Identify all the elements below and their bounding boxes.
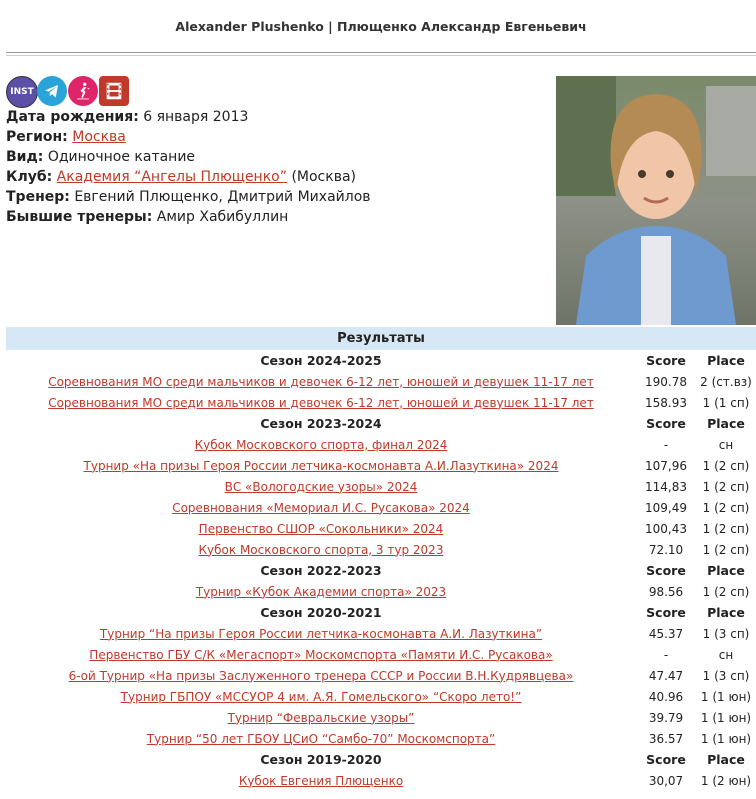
score-cell: 72.10 (648, 542, 684, 557)
event-link[interactable]: ВС «Вологодские узоры» 2024 (224, 479, 418, 494)
season-row (6, 602, 756, 623)
page-title: Alexander Plushenko | Плющенко Александр Евгеньевич (175, 19, 587, 34)
place-cell: 1 (2 сп) (702, 479, 750, 494)
telegram-icon[interactable] (37, 76, 67, 106)
place-cell: 1 (2 сп) (702, 542, 750, 557)
discipline-label: Вид: (6, 149, 44, 165)
event-cell (6, 497, 636, 518)
score-cell: 98.56 (648, 584, 684, 599)
event-cell (6, 644, 636, 665)
event-link[interactable]: Кубок Московского спорта, 3 тур 2023 (198, 542, 444, 557)
season-label: Сезон 2023-2024 (260, 416, 382, 431)
place-cell: 1 (3 сп) (702, 626, 750, 641)
event-cell (6, 434, 636, 455)
discipline-row (6, 147, 371, 167)
birth-row (6, 107, 371, 127)
score-cell: 36.57 (648, 731, 684, 746)
event-link[interactable]: 6-ой Турнир «На призы Заслуженного тренера СССР и России В.Н.Кудрявцева» (68, 668, 574, 683)
result-row (6, 392, 756, 413)
score-cell: 114,83 (645, 479, 687, 494)
result-row (6, 371, 756, 392)
score-cell: 47.47 (648, 668, 684, 683)
athlete-photo (556, 76, 756, 325)
event-cell (6, 686, 636, 707)
result-row (6, 434, 756, 455)
event-link[interactable]: Турнир “Февральские узоры” (227, 710, 415, 725)
event-cell (6, 476, 636, 497)
birth-value: 6 января 2013 (143, 109, 249, 125)
place-cell: 1 (2 сп) (702, 521, 750, 536)
results-table (6, 327, 756, 791)
film-icon[interactable] (99, 76, 129, 106)
score-cell: 40.96 (648, 689, 684, 704)
place-cell: 1 (2 сп) (702, 500, 750, 515)
event-cell (6, 770, 636, 791)
event-link[interactable]: Соревнования «Мемориал И.С. Русакова» 2024 (172, 500, 470, 515)
score-cell: 190.78 (645, 374, 687, 389)
place-header: Place (707, 605, 745, 620)
score-cell: 107,96 (645, 458, 687, 473)
birth-label: Дата рождения: (6, 109, 139, 125)
coach-value: Евгений Плющенко, Дмитрий Михайлов (74, 189, 371, 205)
result-row (6, 539, 756, 560)
place-header: Place (707, 563, 745, 578)
page-header (6, 0, 756, 53)
event-link[interactable]: Первенство СШОР «Сокольники» 2024 (198, 521, 444, 536)
score-header: Score (646, 563, 686, 578)
score-cell: - (663, 437, 669, 452)
result-row (6, 476, 756, 497)
place-header: Place (707, 353, 745, 368)
region-row (6, 127, 371, 147)
season-label: Сезон 2024-2025 (260, 353, 382, 368)
club-link[interactable]: Академия “Ангелы Плющенко” (56, 169, 287, 185)
place-header: Place (707, 416, 745, 431)
score-cell: 39.79 (648, 710, 684, 725)
season-label: Сезон 2022-2023 (260, 563, 382, 578)
score-cell: 45.37 (648, 626, 684, 641)
score-cell: 109,49 (645, 500, 687, 515)
event-cell (6, 707, 636, 728)
region-label: Регион: (6, 129, 68, 145)
event-cell (6, 518, 636, 539)
score-cell: 158.93 (645, 395, 687, 410)
result-row (6, 623, 756, 644)
score-cell: 100,43 (645, 521, 687, 536)
season-row (6, 350, 756, 371)
season-row (6, 560, 756, 581)
season-label: Сезон 2020-2021 (260, 605, 382, 620)
place-cell: 1 (1 юн) (700, 689, 752, 704)
event-cell (6, 728, 636, 749)
former-coach-row (6, 207, 371, 227)
results-title: Результаты (6, 327, 756, 350)
event-cell (6, 371, 636, 392)
score-header: Score (646, 752, 686, 767)
event-link[interactable]: Турнир “50 лет ГБОУ ЦСиО “Самбо-70” Москомспорта” (146, 731, 496, 746)
place-cell: 1 (2 сп) (702, 584, 750, 599)
season-row (6, 749, 756, 770)
place-cell: 1 (1 юн) (700, 710, 752, 725)
event-link[interactable]: Первенство ГБУ С/К «Мегаспорт» Москомспорта «Памяти И.С. Русакова» (89, 647, 553, 662)
results-header-row (6, 327, 756, 350)
result-row (6, 665, 756, 686)
place-cell: 1 (2 сп) (702, 458, 750, 473)
score-header: Score (646, 416, 686, 431)
coach-row (6, 187, 371, 207)
place-cell: сн (718, 437, 734, 452)
place-cell: 1 (2 юн) (700, 773, 752, 788)
result-row (6, 455, 756, 476)
result-row (6, 644, 756, 665)
event-cell (6, 623, 636, 644)
place-cell: 1 (1 юн) (700, 731, 752, 746)
event-link[interactable]: Турнир “На призы Героя России летчика-космонавта А.И. Лазуткина” (99, 626, 543, 641)
score-header: Score (646, 353, 686, 368)
event-link[interactable]: Турнир ГБПОУ «МССУОР 4 им. А.Я. Гомельского» “Скоро лето!” (120, 689, 522, 704)
place-cell: сн (718, 647, 734, 662)
result-row (6, 707, 756, 728)
score-cell: - (663, 647, 669, 662)
place-cell: 2 (ст.вз) (700, 374, 752, 389)
season-label: Сезон 2019-2020 (260, 752, 382, 767)
event-link[interactable]: Кубок Московского спорта, финал 2024 (194, 437, 448, 452)
athlete-info (6, 107, 371, 227)
former-coach-value: Амир Хабибуллин (156, 209, 289, 225)
event-cell (6, 665, 636, 686)
place-cell: 1 (1 сп) (702, 395, 750, 410)
event-link[interactable]: Турнир «На призы Героя России летчика-космонавта А.И.Лазуткина» 2024 (83, 458, 559, 473)
place-cell: 1 (3 сп) (702, 668, 750, 683)
result-row (6, 770, 756, 791)
header-divider (6, 55, 756, 56)
former-coach-label: Бывшие тренеры: (6, 209, 153, 225)
discipline-value: Одиночное катание (47, 149, 196, 165)
instagram-icon-label: INST (10, 87, 34, 97)
result-row (6, 686, 756, 707)
skater-icon[interactable] (68, 76, 98, 106)
event-cell (6, 539, 636, 560)
score-cell: 30,07 (648, 773, 684, 788)
event-cell (6, 392, 636, 413)
result-row (6, 581, 756, 602)
event-link[interactable]: Соревнования МО среди мальчиков и девочек 6-12 лет, юношей и девушек 11-17 лет (48, 395, 594, 410)
event-link[interactable]: Соревнования МО среди мальчиков и девочек 6-12 лет, юношей и девушек 11-17 лет (48, 374, 594, 389)
result-row (6, 728, 756, 749)
region-link[interactable]: Москва (72, 129, 126, 145)
season-row (6, 413, 756, 434)
club-city: (Москва) (291, 169, 357, 185)
coach-label: Тренер: (6, 189, 70, 205)
score-header: Score (646, 605, 686, 620)
event-cell (6, 581, 636, 602)
club-row (6, 167, 371, 187)
event-link[interactable]: Турнир «Кубок Академии спорта» 2023 (195, 584, 447, 599)
event-link[interactable]: Кубок Евгения Плющенко (238, 773, 404, 788)
club-label: Клуб: (6, 169, 53, 185)
result-row (6, 518, 756, 539)
result-row (6, 497, 756, 518)
event-cell (6, 455, 636, 476)
instagram-icon[interactable] (6, 76, 38, 108)
place-header: Place (707, 752, 745, 767)
